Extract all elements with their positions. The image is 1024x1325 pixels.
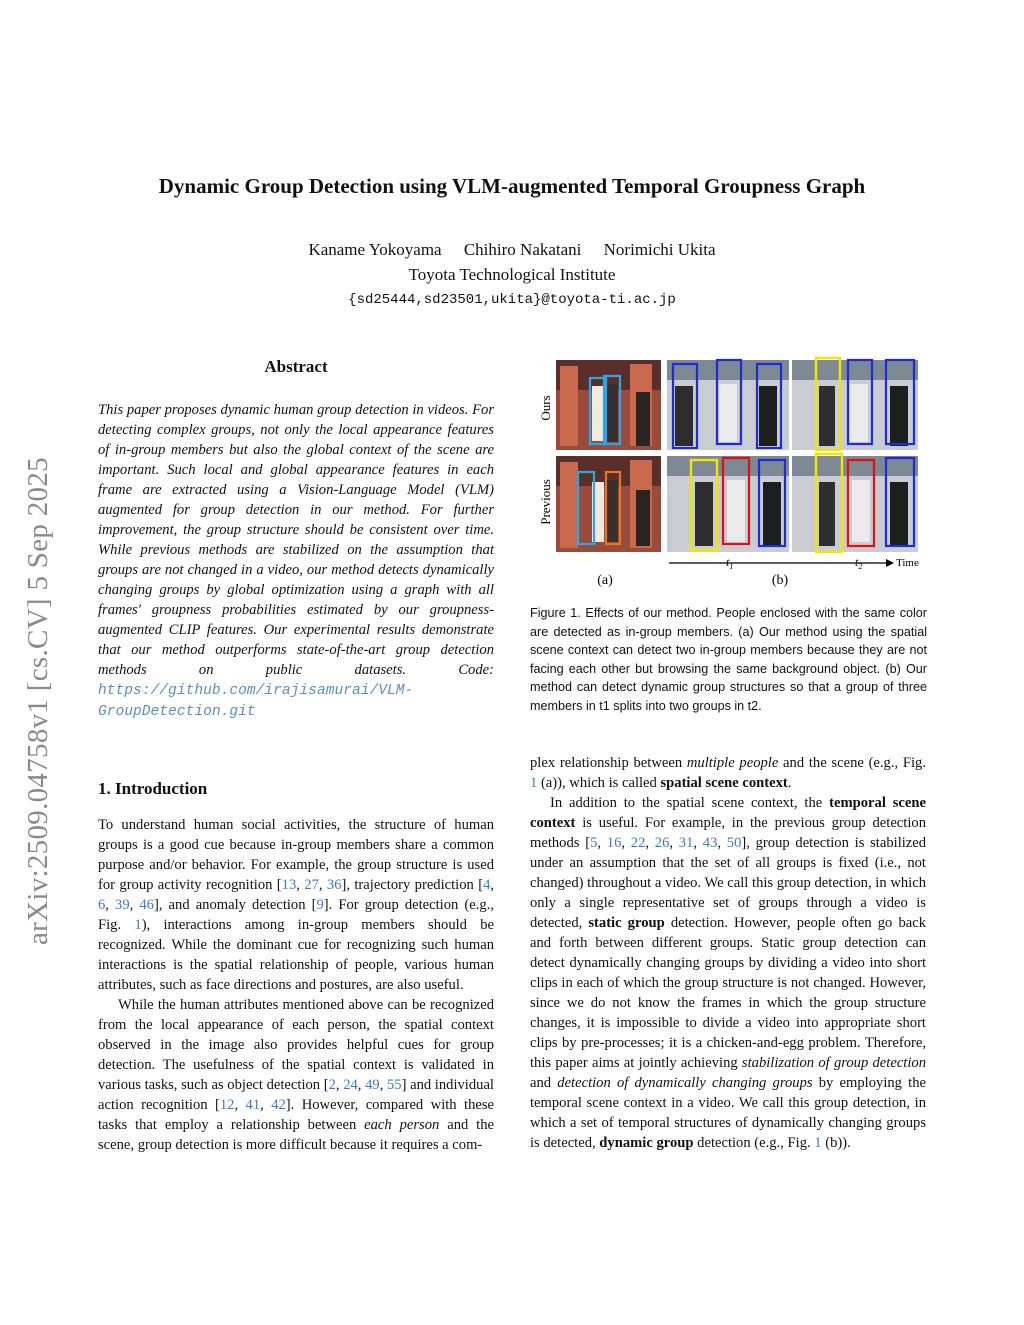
citation[interactable]: 31 <box>678 835 694 851</box>
panel-b-ours-t2 <box>792 358 918 450</box>
code-link[interactable]: https://github.com/irajisamurai/VLM-GroupDetection.git <box>98 683 414 720</box>
abstract-body <box>98 400 494 722</box>
intro-paragraph-1: To understand human social activities, the structure of human groups is a good cue because in-group members share a common purpose and/or behavior. For example, the group structure is used for group activity recognition [13, 27, 36], trajectory prediction [4, 6, 39, 46], and anomaly detection [9]. For group detection (e.g., Fig. 1), interactions among in-group members should be recognized. While the dominant cue for recognizing such human interactions is the spatial relationship of people, various human attributes, such as face directions and postures, are also useful. <box>98 817 495 993</box>
citation[interactable]: 16 <box>606 835 622 851</box>
citation[interactable]: 43 <box>702 835 718 851</box>
institution: Toyota Technological Institute <box>408 265 616 284</box>
citation[interactable]: 12 <box>219 1097 235 1113</box>
author-2: Chihiro Nakatani <box>463 240 582 259</box>
citation[interactable]: 42 <box>271 1097 286 1113</box>
citation[interactable]: 24 <box>343 1077 358 1093</box>
citation[interactable]: 13 <box>281 877 297 893</box>
abstract-heading: Abstract <box>264 357 328 376</box>
row-label-ours: Ours <box>538 395 553 421</box>
author-1: Kaname Yokoyama <box>308 240 442 259</box>
author-emails: {sd25444,sd23501,ukita}@toyota-ti.ac.jp <box>348 292 676 308</box>
citation[interactable]: 6 <box>98 897 106 913</box>
citation[interactable]: 22 <box>630 835 646 851</box>
citation[interactable]: 49 <box>365 1077 380 1093</box>
citation[interactable]: 9 <box>316 897 324 913</box>
arxiv-stamp: arXiv:2509.04758v1 [cs.CV] 5 Sep 2025 <box>22 457 54 945</box>
citation[interactable]: 2 <box>328 1077 336 1093</box>
author-3: Norimichi Ukita <box>603 240 716 259</box>
right-column-body <box>530 753 926 1153</box>
figure-1-caption: Figure 1. Effects of our method. People enclosed with the same color are detected as in-group members. (a) Our method using the spatial scene context can detect two in-group members because they are not facing each other but browsing the same background object. (b) Our method can detect dynamic group structures so that a group of three members in t1 splits into two groups in t2. <box>530 606 927 713</box>
panel-b-ours-t1 <box>667 360 789 450</box>
subfigure-label-a: (a) <box>597 573 613 588</box>
right-paragraph-1: plex relationship between multiple people and the scene (e.g., Fig. 1 (a)), which is called spatial scene context. <box>530 755 926 791</box>
citation[interactable]: 4 <box>483 877 491 893</box>
paper-title: Dynamic Group Detection using VLM-augmented Temporal Groupness Graph <box>158 174 866 198</box>
citation[interactable]: 41 <box>245 1097 261 1113</box>
panel-a-ours <box>556 360 661 450</box>
time-label-t1: $t_1$ <box>726 555 734 571</box>
citation[interactable]: 27 <box>304 877 319 893</box>
panel-b-previous-t2 <box>792 454 918 552</box>
figure-ref[interactable]: 1 <box>814 1135 822 1151</box>
subfigure-label-b: (b) <box>771 573 789 588</box>
citation[interactable]: 5 <box>590 835 598 851</box>
intro-paragraph-2: While the human attributes mentioned above can be recognized from the local appearance of each person, the spatial context observed in the image also provides helpful cues for group detection. The usefulness of the spatial context is validated in various tasks, such as object detection [2, 24, 49, 55] and individual action recognition [12, 41, 42]. However, compared with these tasks that employ a relationship between each person and the scene, group detection is more difficult because it requires a com- <box>98 997 495 1153</box>
citation[interactable]: 50 <box>726 835 742 851</box>
section-heading-introduction: 1. Introduction <box>98 779 208 798</box>
introduction-body <box>98 815 494 1155</box>
figure-ref[interactable]: 1 <box>530 775 538 791</box>
citation[interactable]: 36 <box>326 877 342 893</box>
figure-ref[interactable]: 1 <box>134 917 142 933</box>
citation[interactable]: 46 <box>139 897 154 913</box>
figure-1 <box>530 356 930 596</box>
row-label-previous: Previous <box>538 479 553 525</box>
citation[interactable]: 26 <box>654 835 670 851</box>
abstract-text: This paper proposes dynamic human group detection in videos. For detecting complex groups, not only the local appearance features of in-group members but also the global context of the scene are important. Such local and global appearance features in each frame are extracted using a Vision-Language Model (VLM) augmented for group detection in our method. For further improvement, the group structure should be consistent over time. While previous methods are stabilized on the assumption that groups are not changed in a video, our method detects dynamically changing groups by global optimization using a graph with all frames' groupness probabilities estimated by our groupness-augmented CLIP features. Our experimental results demonstrate that our method outperforms state-of-the-art group detection methods on public datasets. Code: <box>98 402 494 678</box>
citation[interactable]: 55 <box>386 1077 402 1093</box>
citation[interactable]: 39 <box>115 897 130 913</box>
right-paragraph-2: In addition to the spatial scene context, the temporal scene context is useful. For example, in the previous group detection methods [5, 16, 22, 26, 31, 43, 50], group detection is stabilized under an assumption that the set of all groups is fixed (i.e., not changed) throughout a video. We call this group detection, in which only a single representative set of groups through a video is detected, static group detection. However, people often go back and forth between different groups. Static group detection can detect dynamically changing groups by dividing a video into short clips in each of which the group structure is not changed. However, since we do not know the frames in which the group structure changes, it is impossible to divide a video into appropriate short clips by pre-processes; it is a chicken-and-egg problem. Therefore, this paper aims at jointly achieving stabilization of group detection and detection of dynamically changing groups by employing the temporal scene context in a video. We call this group detection, in which a set of temporal structures of dynamically changing groups is detected, dynamic group detection (e.g., Fig. 1 (b)). <box>530 795 927 1151</box>
panel-b-previous-t1 <box>667 456 789 552</box>
time-axis-label: Time <box>896 557 919 569</box>
author-list <box>0 240 1024 260</box>
panel-a-previous <box>556 456 661 552</box>
time-label-t2: $t_2$ <box>855 555 863 571</box>
